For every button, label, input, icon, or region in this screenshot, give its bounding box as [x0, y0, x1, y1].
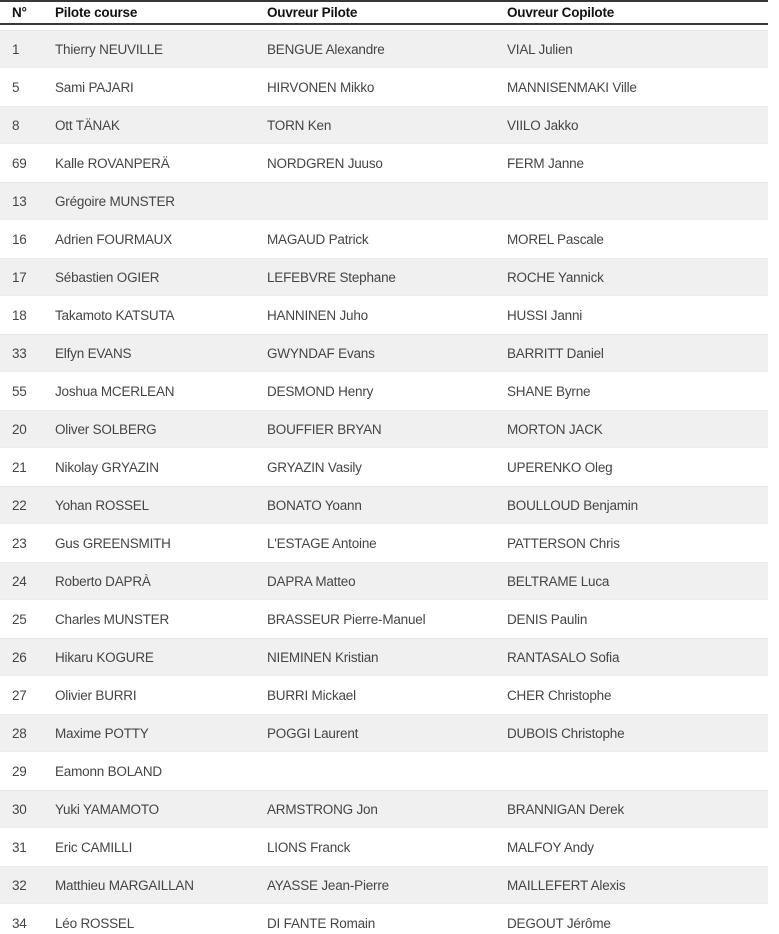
cell-ouvreur-copilote: BARRITT Daniel: [507, 345, 604, 361]
cell-pilote-course: Grégoire MUNSTER: [55, 193, 175, 209]
cell-ouvreur-copilote: VIILO Jakko: [507, 117, 579, 133]
cell-ouvreur-pilote: DESMOND Henry: [267, 383, 374, 399]
cell-number: 13: [12, 193, 27, 209]
cell-ouvreur-pilote: ARMSTRONG Jon: [267, 801, 378, 817]
cell-number: 55: [12, 383, 27, 399]
table-row: [0, 220, 768, 258]
cell-number: 1: [12, 41, 20, 57]
cell-ouvreur-copilote: BRANNIGAN Derek: [507, 801, 625, 817]
cell-ouvreur-copilote: CHER Christophe: [507, 687, 612, 703]
cell-number: 18: [12, 307, 27, 323]
cell-ouvreur-copilote: RANTASALO Sofia: [507, 649, 620, 665]
table-row: [0, 182, 768, 220]
table-row: [0, 106, 768, 144]
cell-pilote-course: Joshua MCERLEAN: [55, 383, 175, 399]
cell-pilote-course: Takamoto KATSUTA: [55, 307, 175, 323]
table-row: [0, 638, 768, 676]
cell-number: 8: [12, 117, 20, 133]
cell-ouvreur-copilote: VIAL Julien: [507, 41, 573, 57]
column-header-number: N°: [12, 5, 27, 20]
table-row: [0, 334, 768, 372]
column-header-ouvreur-copilote: Ouvreur Copilote: [507, 5, 615, 20]
cell-ouvreur-pilote: BURRI Mickael: [267, 687, 356, 703]
cell-number: 28: [12, 725, 27, 741]
cell-pilote-course: Ott TÄNAK: [55, 117, 120, 133]
table-row: [0, 904, 768, 934]
cell-pilote-course: Oliver SOLBERG: [55, 421, 157, 437]
cell-number: 30: [12, 801, 27, 817]
table-row: [0, 486, 768, 524]
cell-number: 20: [12, 421, 27, 437]
cell-ouvreur-copilote: MALFOY Andy: [507, 839, 594, 855]
column-header-ouvreur-pilote: Ouvreur Pilote: [267, 5, 358, 20]
table-row: [0, 30, 768, 68]
table-body: [0, 30, 768, 934]
cell-pilote-course: Yohan ROSSEL: [55, 497, 149, 513]
cell-ouvreur-copilote: DEGOUT Jérôme: [507, 915, 611, 931]
cell-ouvreur-pilote: DAPRA Matteo: [267, 573, 356, 589]
cell-number: 29: [12, 763, 27, 779]
cell-pilote-course: Elfyn EVANS: [55, 345, 132, 361]
cell-number: 22: [12, 497, 27, 513]
cell-pilote-course: Sébastien OGIER: [55, 269, 160, 285]
cell-pilote-course: Sami PAJARI: [55, 79, 134, 95]
table-row: [0, 600, 768, 638]
cell-ouvreur-copilote: DUBOIS Christophe: [507, 725, 625, 741]
cell-ouvreur-pilote: GWYNDAF Evans: [267, 345, 375, 361]
cell-number: 32: [12, 877, 27, 893]
table-row: [0, 828, 768, 866]
table-row: [0, 676, 768, 714]
cell-ouvreur-copilote: BOULLOUD Benjamin: [507, 497, 638, 513]
cell-ouvreur-copilote: BELTRAME Luca: [507, 573, 610, 589]
cell-ouvreur-copilote: MOREL Pascale: [507, 231, 604, 247]
cell-ouvreur-pilote: NORDGREN Juuso: [267, 155, 383, 171]
cell-ouvreur-pilote: NIEMINEN Kristian: [267, 649, 379, 665]
cell-pilote-course: Gus GREENSMITH: [55, 535, 171, 551]
table-row: [0, 68, 768, 106]
cell-pilote-course: Nikolay GRYAZIN: [55, 459, 159, 475]
cell-pilote-course: Hikaru KOGURE: [55, 649, 154, 665]
table-row: [0, 714, 768, 752]
cell-number: 24: [12, 573, 27, 589]
cell-ouvreur-pilote: BOUFFIER BRYAN: [267, 421, 382, 437]
cell-ouvreur-pilote: POGGI Laurent: [267, 725, 359, 741]
cell-ouvreur-pilote: DI FANTE Romain: [267, 915, 376, 931]
cell-number: 5: [12, 79, 20, 95]
cell-ouvreur-copilote: MANNISENMAKI Ville: [507, 79, 637, 95]
cell-number: 33: [12, 345, 27, 361]
cell-ouvreur-copilote: MORTON JACK: [507, 421, 603, 437]
cell-ouvreur-pilote: HIRVONEN Mikko: [267, 79, 375, 95]
cell-pilote-course: Eamonn BOLAND: [55, 763, 162, 779]
cell-pilote-course: Olivier BURRI: [55, 687, 137, 703]
cell-ouvreur-pilote: LEFEBVRE Stephane: [267, 269, 396, 285]
cell-number: 23: [12, 535, 27, 551]
cell-pilote-course: Maxime POTTY: [55, 725, 149, 741]
cell-number: 25: [12, 611, 27, 627]
table-row: [0, 296, 768, 334]
table-row: [0, 752, 768, 790]
cell-number: 34: [12, 915, 27, 931]
table-row: [0, 562, 768, 600]
table-header-row: [0, 2, 768, 25]
table-row: [0, 790, 768, 828]
cell-number: 69: [12, 155, 27, 171]
table-row: [0, 372, 768, 410]
cell-number: 16: [12, 231, 27, 247]
cell-number: 21: [12, 459, 27, 475]
cell-pilote-course: Matthieu MARGAILLAN: [55, 877, 194, 893]
table-row: [0, 524, 768, 562]
cell-ouvreur-copilote: MAILLEFERT Alexis: [507, 877, 626, 893]
cell-ouvreur-copilote: PATTERSON Chris: [507, 535, 620, 551]
cell-ouvreur-copilote: SHANE Byrne: [507, 383, 591, 399]
cell-ouvreur-copilote: FERM Janne: [507, 155, 584, 171]
cell-ouvreur-pilote: L'ESTAGE Antoine: [267, 535, 377, 551]
cell-pilote-course: Thierry NEUVILLE: [55, 41, 163, 57]
cell-ouvreur-pilote: MAGAUD Patrick: [267, 231, 369, 247]
cell-pilote-course: Kalle ROVANPERÄ: [55, 155, 170, 171]
cell-number: 26: [12, 649, 27, 665]
cell-pilote-course: Adrien FOURMAUX: [55, 231, 173, 247]
cell-ouvreur-copilote: UPERENKO Oleg: [507, 459, 613, 475]
cell-pilote-course: Léo ROSSEL: [55, 915, 135, 931]
cell-number: 31: [12, 839, 27, 855]
table-row: [0, 410, 768, 448]
cell-pilote-course: Charles MUNSTER: [55, 611, 170, 627]
table-row: [0, 144, 768, 182]
cell-ouvreur-pilote: BENGUE Alexandre: [267, 41, 385, 57]
cell-ouvreur-pilote: BRASSEUR Pierre-Manuel: [267, 611, 426, 627]
cell-number: 27: [12, 687, 27, 703]
cell-ouvreur-pilote: TORN Ken: [267, 117, 332, 133]
cell-number: 17: [12, 269, 27, 285]
cell-pilote-course: Yuki YAMAMOTO: [55, 801, 159, 817]
cell-pilote-course: Eric CAMILLI: [55, 839, 133, 855]
column-header-pilote-course: Pilote course: [55, 5, 138, 20]
table-row: [0, 866, 768, 904]
cell-ouvreur-copilote: DENIS Paulin: [507, 611, 588, 627]
cell-ouvreur-pilote: AYASSE Jean-Pierre: [267, 877, 389, 893]
table-row: [0, 448, 768, 486]
cell-ouvreur-pilote: LIONS Franck: [267, 839, 351, 855]
cell-pilote-course: Roberto DAPRÀ: [55, 573, 151, 589]
cell-ouvreur-pilote: HANNINEN Juho: [267, 307, 368, 323]
cell-ouvreur-pilote: GRYAZIN Vasily: [267, 459, 362, 475]
cell-ouvreur-copilote: HUSSI Janni: [507, 307, 583, 323]
cell-ouvreur-pilote: BONATO Yoann: [267, 497, 362, 513]
table-row: [0, 258, 768, 296]
cell-ouvreur-copilote: ROCHE Yannick: [507, 269, 604, 285]
